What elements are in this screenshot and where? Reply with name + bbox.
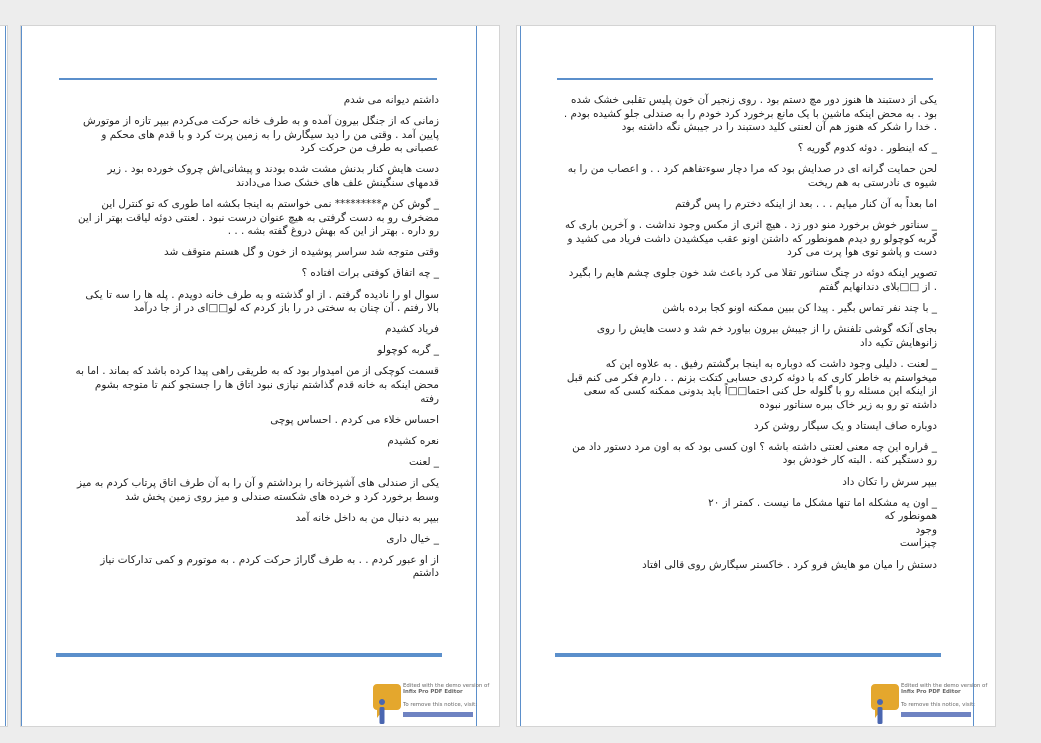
watermark-line: Edited with the demo version of [901, 683, 988, 689]
paragraph: تصویر اینکه دوئه در چنگ سناتور تقلا می کرد باعث شد خون جلوی چشم هایم را بگیرد . از □□بلای دندانهایم گفتم [568, 267, 937, 294]
paragraph: یکی از صندلی های آشپزخانه را برداشتم و آن را به آن طرف اتاق پرتاب کردم به میز وسط برخورد کرد و خرده های شکسته صندلی و میز روی زمین پخش شد [77, 476, 439, 503]
page-text-left [75, 94, 439, 589]
watermark-link-bar[interactable] [403, 712, 473, 717]
paragraph: دستش را میان مو هایش فرو کرد . خاکستر سیگارش روی قالی افتاد [642, 558, 937, 571]
paragraph: _ خیال داری [386, 532, 439, 545]
paragraph: بجای آنکه گوشی تلفنش را از جیبش بیرون بیاورد خم شد و دست هایش را روی زانوهایش تکیه داد [596, 323, 937, 349]
paragraph: دوباره صاف ایستاد و یک سیگار روشن کرد [754, 419, 937, 432]
watermark-line: Edited with the demo version of [403, 683, 490, 689]
left-margin-line [520, 26, 521, 726]
paragraph: داشتم دیوانه می شدم [343, 94, 439, 106]
list-line: _ اون یه مشکله اما تنها مشکل ما نیست . کمتر از ۲۰ [708, 496, 937, 509]
paragraph: _ سناتور خوش برخورد منو دور زد . هیچ اثری از مکس وجود نداشت . و آخرین باری که گربه کوچولو رو دیدم همونطور که داشتن اونو عقب میکشیدن داشت فریاد می کشید و دست و پاشو توی هوا پرت می کرد [564, 219, 937, 259]
paragraph: دست هایش کنار بدنش مشت شده بودند و پیشانی‌اش چروک خورده بود . زیر قدمهای سنگینش علف های خشک صدا می‌دادند [107, 163, 439, 189]
editor-watermark [373, 682, 493, 726]
paragraph: از او عبور کردم . . به طرف گاراژ حرکت کردم . به موتورم و کمی تدارکات نیاز داشتم [100, 553, 439, 580]
watermark-line: To remove this notice, visit: [901, 702, 976, 709]
header-rule [557, 78, 933, 80]
infix-logo-icon [373, 682, 401, 726]
paragraph: بیپر سرش را تکان داد [842, 475, 937, 488]
paragraph: _ با چند نفر تماس بگیر . پیدا کن ببین ممکنه اونو کجا برده باشن [662, 302, 937, 315]
left-margin-line [21, 26, 22, 726]
list-line: وجود [915, 523, 937, 536]
editor-watermark [871, 682, 991, 726]
paragraph: _ لعنت [408, 455, 439, 468]
watermark-text [901, 683, 991, 717]
watermark-product: Infix Pro PDF Editor [403, 689, 463, 696]
infix-logo-icon [871, 682, 899, 726]
paragraph: _ که اینطور . دوئه کدوم گوریه ؟ [797, 142, 937, 155]
paragraph: وقتی متوجه شد سراسر پوشیده از خون و گل هستم متوقف شد [163, 246, 439, 259]
paragraph: _ گوش کن م********* نمی خواستم به اینجا بکشه اما طوری که تو کنترل این مضخرف رو به دست گرفتی به هیچ عنوان درست نبود . لعنتی دوئه لیاقت بهتر از این رو داره . بهتر از این که بهش دروغ گفته بشه . . . [78, 198, 439, 238]
watermark-product: Infix Pro PDF Editor [901, 689, 961, 696]
document-page-right [516, 25, 996, 727]
paragraph: _ قراره این چه معنی لعنتی داشته باشه ؟ اون کسی بود که به اون مرد دستور داد من رو دستگیر کنه . البته کار خودش بود [572, 440, 937, 467]
footer-rule [56, 653, 442, 657]
list-line: همونطور که [884, 510, 937, 523]
document-page-left [20, 25, 500, 727]
margin-line [5, 26, 6, 726]
watermark-link-bar[interactable] [901, 712, 971, 717]
header-rule [59, 78, 437, 80]
watermark-text [403, 683, 493, 717]
paragraph: _ چه اتفاق کوفتی برات افتاده ؟ [301, 267, 439, 280]
paragraph: _ گربه کوچولو [377, 344, 439, 357]
paragraph: _ لعنت . دلیلی وجود داشت که دوباره به اینجا برگشتم رفیق . به علاوه این که میخواستم به خاطر کاری که با دوئه کردی حسابی کتکت بزنم . . دارم فکر می کنم قبل از اینکه این مسئله رو با گلوله حل کنی احتما□□اً باید بدونی ممکنه کسی که سعی داشته تو رو به زیر خاک ببره سناتور نبوده [566, 357, 937, 411]
paragraph: زمانی که از جنگل بیرون آمده و به طرف خانه حرکت می‌کردم بیپر تازه از موتورش پایین آمد . وقتی من را دید سیگارش را به زمین پرت کرد و با قدم های محکم و عصبانی به طرف من حرکت کرد [83, 115, 439, 155]
paragraph: نعره کشیدم [387, 434, 439, 447]
paragraph: اما بعداً به آن کنار میایم . . . بعد از اینکه دخترم را پس گرفتم [675, 198, 937, 211]
paragraph: لحن حمایت گرانه ای در صدایش بود که مرا دچار سوءتفاهم کرد . . و اعصاب من را به شیوه ی نادرستی به هم ریخت [567, 163, 937, 189]
footer-rule [555, 653, 941, 657]
list-line: چیزاست [899, 537, 937, 550]
previous-page-edge [0, 25, 8, 727]
page-text-right [563, 94, 937, 580]
watermark-line: To remove this notice, visit: [403, 702, 478, 709]
paragraph: یکی از دستبند ها هنوز دور مچ دستم بود . روی زنجیر آن خون پلیس تقلبی خشک شده بود . به محض اینکه ماشین با یک مانع برخورد کرد خودم را به صندلی جلو کشیده بودم . . خدا را شکر که هنوز هم آن لعنتی کلید دستبند را در جیبش نگه داشته بود [563, 94, 937, 134]
paragraph: بیپر به دنبال من به داخل خانه آمد [295, 511, 439, 524]
right-margin-line [973, 26, 974, 726]
paragraph: قسمت کوچکی از من امیدوار بود که به طریقی راهی پیدا کرده باشد که بماند . اما به محض اینکه به خانه قدم گذاشتم نیازی نبود اتاق ها را جستجو کنم تا متوجه بشوم رفته [75, 365, 439, 405]
paragraph: احساس خلاء می کردم . احساس پوچی [270, 413, 439, 426]
right-margin-line [476, 26, 477, 726]
paragraph: فریاد کشیدم [385, 323, 439, 336]
paragraph: سوال او را نادیده گرفتم . از او گذشته و به طرف خانه دویدم . پله ها را سه تا یکی بالا رفتم . آن چنان به سختی در را باز کردم که لو□□ای در از جا درآمد [85, 288, 439, 315]
